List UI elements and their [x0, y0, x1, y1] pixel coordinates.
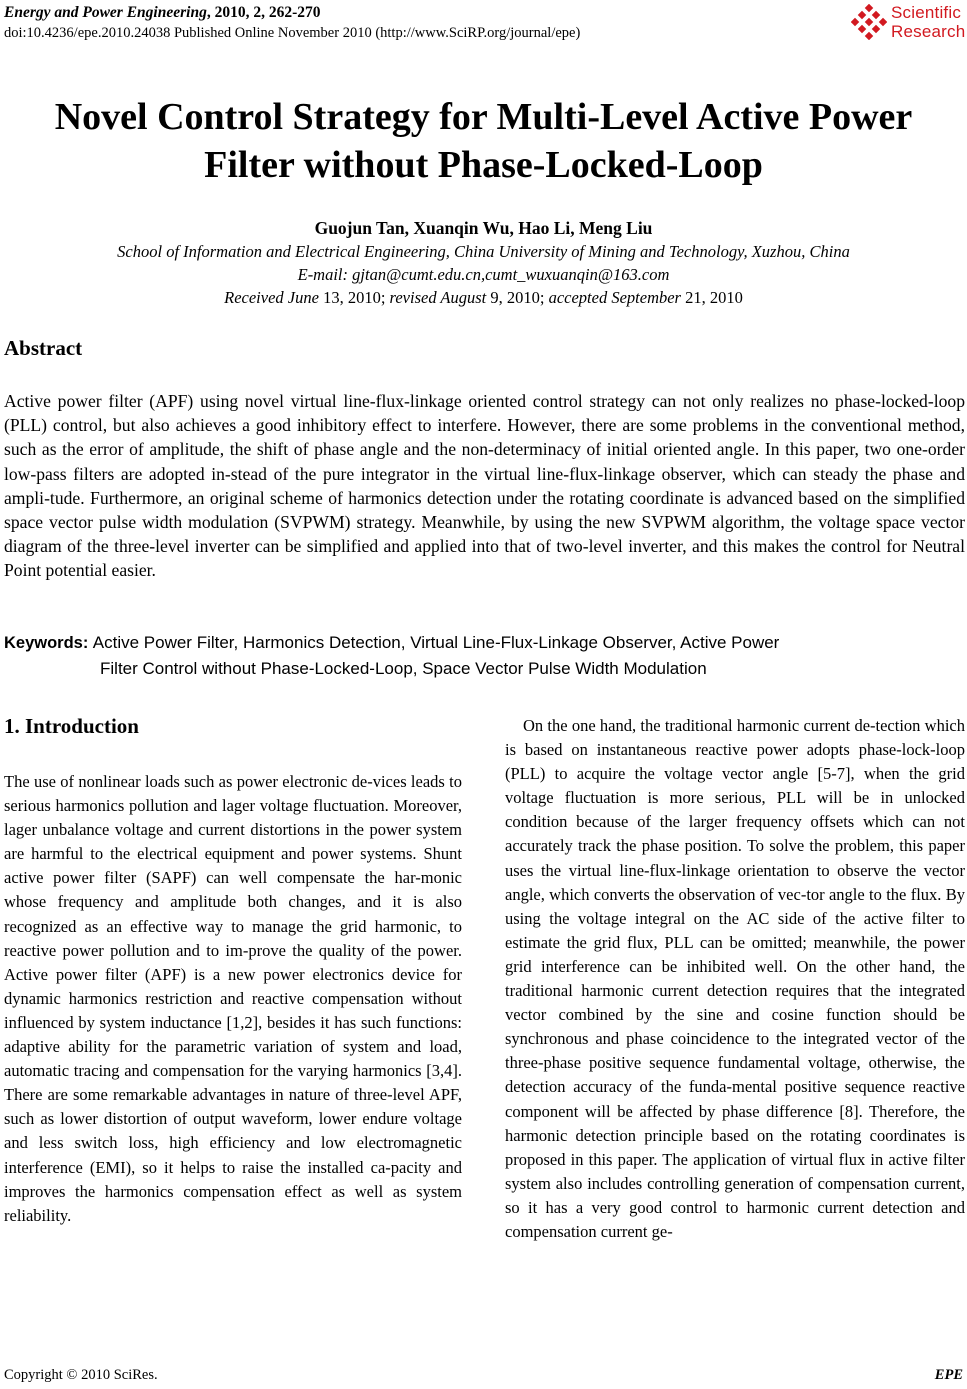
journal-volume: , 2010, 2, 262-270: [206, 4, 321, 21]
accepted-date: 21, 2010: [680, 288, 743, 307]
doi-line: doi:10.4236/epe.2010.24038 Published Online November 2010 (http://www.SciRP.org/journal/epe): [4, 25, 581, 41]
keywords: [4, 630, 965, 681]
intro-left-column: The use of nonlinear loads such as power electronic de-vices leads to serious harmonics pollution and lager voltage fluctuation. Moreover, lager unbalance voltage and current distortions in the power system are harmful to the electrical equipment and power systems. Shunt active power filter (SAPF) can well compensate the har-monic whose frequency and amplitude both changes, and it is also recognized as an effective way to manage the grid harmonic, to reactive power pollution and to im-prove the quality of the power. Active power filter (APF) is a new power electronics device for dynamic harmonics restriction and reactive compensation without influenced by system inductance [1,2], besides it has such functions: adaptive ability for the parametric variation of system and load, automatic tracing and compensation for the varying harmonics [3,4]. There are some remarkable advantages in nature of three-level APF, such as lower distortion of output waveform, lower endure voltage and less switch loss, high efficiency and low electromagnetic interference (EMI), so it helps to raise the installed ca-pacity and improves the harmonics compensation effect as well as system reliability.: [4, 772, 462, 1225]
authors: Guojun Tan, Xuanqin Wu, Hao Li, Meng Liu: [314, 218, 653, 238]
received-date: 13, 2010;: [318, 288, 390, 307]
logo-word-research: Research: [891, 22, 966, 41]
keywords-line-1: Active Power Filter, Harmonics Detection, Virtual Line-Flux-Linkage Observer, Active Power: [92, 633, 780, 652]
revised-date: 9, 2010;: [486, 288, 549, 307]
paper-title: [0, 93, 967, 189]
received-label: Received June: [224, 288, 319, 307]
publisher-logo: [851, 2, 967, 42]
affiliation: School of Information and Electrical Engineering, China University of Mining and Technology, Xuzhou, China: [117, 242, 850, 261]
scientific-research-logo-icon: [851, 4, 887, 40]
accepted-label: accepted September: [548, 288, 681, 307]
email-label: E-mail: [297, 265, 343, 284]
section-heading-introduction: 1. Introduction: [4, 714, 139, 738]
journal-name: Energy and Power Engineering: [4, 4, 207, 21]
abstract-text: Active power filter (APF) using novel virtual line-flux-linkage oriented control strategy can not only realizes no phase-locked-loop (PLL) control, but also achieves a good inhibitory effect to interfere. However, there are some problems in the conventional method, such as the error of amplitude, the shift of phase angle and the non-determinacy of initial oriented angle. In this paper, two one-order low-pass filters are adopted in-stead of the pure integrator in the virtual line-flux-linkage observer, which can steady the phase and ampli-tude. Furthermore, an original scheme of harmonics detection under the rotating coordinate is advanced based on the simplified space vector pulse width modulation (SVPWM) strategy. Meanwhile, by using the new SVPWM algorithm, the voltage space vector diagram of the three-level inverter can be simplified and applied into that of two-level inverter, and this makes the control for Neutral Point potential easier.: [4, 391, 965, 581]
title-line-2: Filter without Phase-Locked-Loop: [204, 144, 763, 186]
keywords-line-2: Filter Control without Phase-Locked-Loop, Space Vector Pulse Width Modulation: [100, 659, 707, 678]
keywords-label: Keywords:: [4, 634, 89, 652]
email-value: : gjtan@cumt.edu.cn,cumt_wuxuanqin@163.com: [342, 265, 670, 284]
journal-header: [4, 4, 321, 22]
received-dates: [0, 288, 967, 308]
logo-word-scientific: Scientific: [891, 3, 962, 22]
email-line: [0, 265, 967, 285]
revised-label: revised August: [389, 288, 487, 307]
footer-copyright: Copyright © 2010 SciRes.: [4, 1367, 158, 1383]
intro-right-column: On the one hand, the traditional harmonic current de-tection which is based on instantaneous reactive power adopts phase-lock-loop (PLL) to acquire the voltage vector angle [5-7], when the grid voltage fluctuation is more serious, PLL will be in unlocked condition because of the larger frequency offsets which can not accurately track the phase position. To solve the problem, this paper uses the virtual line-flux-linkage orientation to observe the vector angle, which converts the observation of vec-tor angle to the flux. By using the voltage integral on the AC side of the active filter to estimate the grid flux, PLL can be omitted; meanwhile, the power grid interference can be inhibited well. On the other hand, the traditional harmonic current detection requires that the integrated vector combined by the sine and cosine function should be synchronous and phase coincidence to the integrated vector of the three-phase positive sequence fundamental voltage, otherwise, the detection accuracy of the funda-mental positive sequence reactive component will be affected by phase difference [8]. Therefore, the harmonic detection principle based on the rotating coordinates is proposed in this paper. The application of virtual flux in active filter system also includes controlling generation of compensation current, so it has a very good control to harmonic current detection and compensation current ge-: [505, 716, 965, 1241]
footer-journal-abbr: EPE: [934, 1367, 963, 1383]
title-line-1: Novel Control Strategy for Multi-Level Active Power: [54, 96, 913, 138]
abstract-heading: Abstract: [4, 336, 83, 360]
